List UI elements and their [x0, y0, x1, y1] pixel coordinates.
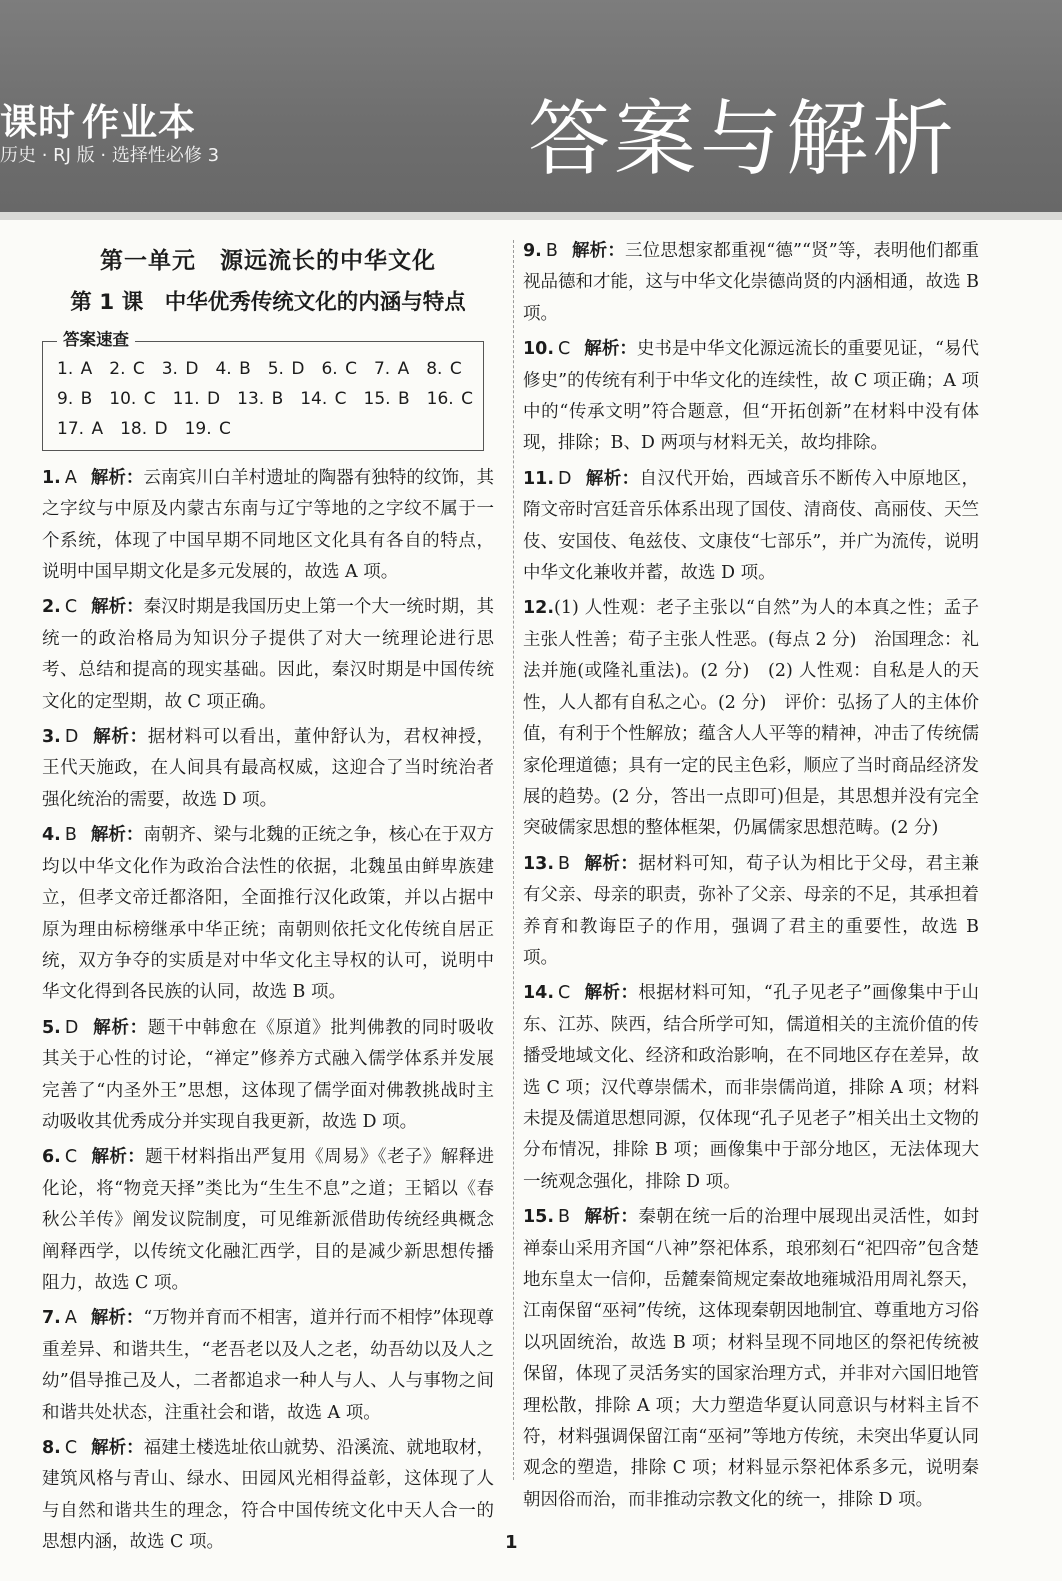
answer-entry: [42, 1303, 494, 1429]
answer-entry: [523, 849, 979, 975]
column-divider: [513, 240, 514, 1480]
analysis-text: 福建土楼选址依山就势、沿溪流、就地取材，建筑风格与青山、绿水、田园风光相得益彰，这体现了人与自然和谐共生的理念，符合中国传统文化中天人合一的思想内涵，故选 C 项。: [42, 1438, 495, 1553]
banner-edge: [0, 212, 1062, 220]
answer-choice: C: [64, 1147, 78, 1168]
question-number: 9.: [523, 241, 542, 261]
question-number: 12.: [523, 598, 555, 619]
unit-title: 第一单元 源远流长的中华文化: [100, 248, 436, 274]
analysis-text: (1) 人性观：老子主张以“自然”为人的本真之性；孟子主张人性善；荀子主张人性恶。(每点 2 分) 治国理念：礼法并施(或隆礼重法)。(2 分) (2) 人性观：自私是人的天性，人人都有自私之心。(2 分) 评价：弘扬了人的主体价值，有利于个性解放；蕴含人人平等的精神，冲击了传统儒家伦理道德；具有一定的民主色彩，顺应了当时商品经济发展的趋势。(2 分，答出一点即可)但是，其思想并没有完全突破儒家思想的整体框架，仍属儒家思想范畴。(2 分): [523, 598, 979, 839]
answer-choice: C: [558, 983, 571, 1004]
question-number: 4.: [42, 825, 61, 846]
answer-summary-box: [42, 329, 484, 451]
analysis-label: 解析：: [584, 339, 637, 360]
left-column: [42, 236, 494, 1563]
answer-entry: [523, 593, 979, 844]
question-number: 2.: [42, 597, 61, 618]
analysis-text: 题干中韩愈在《原道》批判佛教的同时吸收其关于心性的讨论，“禅定”修养方式融入儒学体系并发展完善了“内圣外王”思想，这体现了儒学面对佛教挑战时主动吸收其优秀成分并实现自我更新，故选 D 项。: [42, 1017, 495, 1132]
analysis-text: 据材料可知，荀子认为相比于父母，君主兼有父亲、母亲的职责，弥补了父亲、母亲的不足，其承担着养育和教诲臣子的作用，强调了君主的重要性，故选 B 项。: [523, 853, 979, 968]
analysis-text: 题干材料指出严复用《周易》《老子》解释进化论，将“物竞天择”类比为“生生不息”之道；王韬以《春秋公羊传》阐发议院制度，可见维新派借助传统经典概念阐释西学，以传统文化融汇西学，目的是减少新思想传播阻力，故选 C 项。: [42, 1147, 495, 1293]
answer-choice: C: [558, 339, 571, 360]
left-answer-list: [42, 463, 494, 1559]
answer-entry: [523, 1202, 979, 1516]
brand-part1: 课时: [0, 101, 76, 144]
answer-entry: [42, 463, 494, 589]
question-number: 15.: [523, 1207, 555, 1228]
answer-entry: [523, 236, 979, 330]
answer-entry: [42, 1013, 494, 1139]
analysis-label: 解析：: [91, 597, 144, 618]
answer-entry: [523, 464, 979, 590]
analysis-label: 解析：: [91, 1147, 146, 1168]
answer-line: 17. A 18. D 19. C: [57, 418, 231, 439]
page-title: 答案与解析: [527, 92, 958, 187]
header-banner: [0, 0, 1062, 212]
answer-choice: A: [64, 467, 77, 488]
question-number: 14.: [523, 983, 555, 1004]
answer-choice: B: [558, 1207, 571, 1228]
analysis-label: 解析：: [90, 1308, 144, 1329]
analysis-label: 解析：: [584, 853, 639, 874]
question-number: 13.: [523, 853, 555, 874]
question-number: 3.: [42, 727, 61, 748]
answer-entry: [42, 722, 494, 816]
question-number: 11.: [523, 468, 555, 489]
question-number: 8.: [42, 1438, 61, 1458]
answer-choice: C: [64, 597, 78, 618]
analysis-label: 解析：: [91, 1438, 144, 1458]
answer-line: 1. A 2. C 3. D 4. B 5. D 6. C 7. A 8. C: [57, 358, 462, 379]
analysis-text: 根据材料可知，“孔子见老子”画像集中于山东、江苏、陕西，结合所学可知，儒道相关的主流价值的传播受地域文化、经济和政治影响，在不同地区存在差异，故选 C 项；汉代尊崇儒术，而非崇儒尚道，排除 A 项；材料未提及儒道思想同源，仅体现“孔子见老子”相关出土文物的分布情况，排除 B 项；画像集中于部分地区，无法体现大一统观念强化，排除 D 项。: [523, 983, 979, 1192]
analysis-text: “万物并育而不相害，道并行而不相悖”体现尊重差异、和谐共生，“老吾老以及人之老，幼吾幼以及人之幼”倡导推己及人，二者都追求一种人与人、人与事物之间和谐共处状态，注重社会和谐，故选 A 项。: [42, 1308, 494, 1423]
analysis-text: 云南宾川白羊村遗址的陶器有独特的纹饰，其之字纹与中原及内蒙古东南与辽宁等地的之字纹不属于一个系统，体现了中国早期不同地区文化具有各自的特点，说明中国早期文化是多元发展的，故选 A 项。: [42, 467, 495, 583]
brand-title: [0, 92, 196, 146]
brand-part2: 作业本: [82, 101, 196, 144]
answer-choice: B: [545, 241, 558, 261]
answer-entry: [523, 334, 979, 460]
answer-choice: D: [558, 468, 572, 489]
right-column: [523, 236, 979, 1520]
question-number: 6.: [42, 1147, 61, 1168]
question-number: 1.: [42, 467, 61, 488]
book-subtitle: 历史 · RJ 版 · 选择性必修 3: [0, 145, 220, 166]
answer-choice: B: [64, 825, 77, 846]
answer-choice: B: [558, 853, 571, 874]
answer-entry: [42, 592, 494, 718]
analysis-label: 解析：: [90, 467, 144, 488]
analysis-text: 据材料可以看出，董仲舒认为，君权神授，王代天施政，在人间具有最高权威，这迎合了当时统治者强化统治的需要，故选 D 项。: [42, 727, 495, 810]
question-number: 7.: [42, 1308, 61, 1329]
question-number: 5.: [42, 1017, 61, 1038]
answer-entry: [42, 1142, 494, 1299]
answer-line: 9. B 10. C 11. D 13. B 14. C 15. B 16. C: [57, 388, 473, 409]
page-number: 1: [505, 1532, 518, 1553]
analysis-label: 解析：: [584, 983, 639, 1004]
lesson-title: 第 1 课 中华优秀传统文化的内涵与特点: [70, 290, 466, 316]
analysis-label: 解析：: [92, 727, 148, 748]
answer-summary-label: 答案速查: [57, 329, 135, 351]
analysis-label: 解析：: [92, 1017, 148, 1038]
analysis-text: 南朝齐、梁与北魏的正统之争，核心在于双方均以中华文化作为政治合法性的依据，北魏虽由鲜卑族建立，但孝文帝迁都洛阳，全面推行汉化政策，并以占据中原为理由标榜继承中华正统；南朝则依托文化传统自居正统，双方争夺的实质是对中华文化主导权的认可，说明中华文化得到各民族的认同，故选 B 项。: [42, 825, 495, 1003]
analysis-label: 解析：: [571, 241, 625, 261]
answer-choice: A: [64, 1308, 77, 1329]
analysis-text: 秦朝在统一后的治理中展现出灵活性，如封禅泰山采用齐国“八神”祭祀体系，琅邪刻石“祀四帝”包含楚地东皇太一信仰，岳麓秦简规定秦故地雍城沿用周礼祭天，江南保留“巫祠”传统，这体现秦朝因地制宜、尊重地方习俗以巩固统治，故选 B 项；材料呈现不同地区的祭祀传统被保留，体现了灵活务实的国家治理方式，并非对六国旧地管理松散，排除 A 项；大力塑造华夏认同意识与材料主旨不符，材料强调保留江南“巫祠”等地方传统，未突出华夏认同观念的塑造，排除 C 项；材料显示祭祀体系多元，说明秦朝因俗而治，而非推动宗教文化的统一，排除 D 项。: [523, 1207, 979, 1510]
analysis-text: 自汉代开始，西域音乐不断传入中原地区，隋文帝时宫廷音乐体系出现了国伎、清商伎、高丽伎、天竺伎、安国伎、龟兹伎、文康伎“七部乐”，并广为流传，说明中华文化兼收并蓄，故选 D 项。: [523, 468, 979, 584]
analysis-text: 三位思想家都重视“德”“贤”等，表明他们都重视品德和才能，这与中华文化崇德尚贤的内涵相通，故选 B 项。: [523, 241, 980, 324]
analysis-label: 解析：: [90, 825, 144, 846]
answer-choice: D: [64, 1017, 79, 1038]
right-answer-list: [523, 236, 979, 1516]
analysis-label: 解析：: [584, 1207, 639, 1228]
answer-entry: [42, 820, 494, 1008]
question-number: 10.: [523, 339, 555, 360]
answer-choice: C: [64, 1438, 78, 1458]
answer-choice: D: [64, 727, 79, 748]
analysis-label: 解析：: [585, 468, 640, 489]
answer-entry: [42, 1433, 494, 1559]
analysis-text: 秦汉时期是我国历史上第一个大一统时期，其统一的政治格局为知识分子提供了对大一统理论进行思考、总结和提高的现实基础。因此，秦汉时期是中国传统文化的定型期，故 C 项正确。: [42, 597, 495, 712]
answer-entry: [523, 978, 979, 1198]
analysis-text: 史书是中华文化源远流长的重要见证，“易代修史”的传统有利于中华文化的连续性，故 C 项正确；A 项中的“传承文明”符合题意，但“开拓创新”在材料中没有体现，排除；B、D 两项与材料无关，故均排除。: [523, 339, 979, 454]
